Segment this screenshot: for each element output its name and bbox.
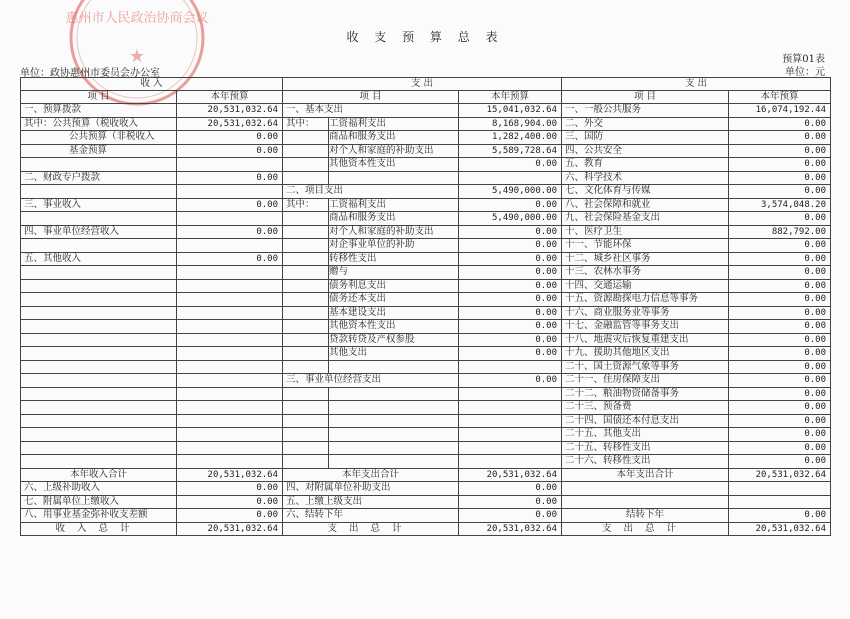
expense-func-budget: 0.00 [729, 252, 831, 266]
expense-func-budget: 0.00 [729, 347, 831, 361]
expense-func-budget: 0.00 [729, 414, 831, 428]
table-row [21, 212, 831, 226]
table-row [21, 333, 831, 347]
expense-func-budget: 16,074,192.44 [729, 104, 831, 118]
expense-item: 其他资本性支出 [329, 158, 459, 172]
grand-expense-func-label: 支出总计 [562, 522, 729, 536]
expense-budget: 0.00 [459, 252, 562, 266]
income-item [21, 306, 177, 320]
expense-item-prefix [283, 360, 329, 374]
table-row [21, 374, 831, 388]
footer-expense-item: 四、对附属单位补助支出 [283, 482, 459, 496]
expense-budget: 8,168,904.00 [459, 117, 562, 131]
expense-item-prefix [283, 347, 329, 361]
income-budget [177, 347, 283, 361]
svg-text:★: ★ [128, 46, 146, 67]
expense-item-prefix: 二、项目支出 [283, 185, 459, 199]
income-item [21, 293, 177, 307]
expense-item-prefix [283, 414, 329, 428]
footer-expense-value: 0.00 [459, 495, 562, 509]
income-budget [177, 320, 283, 334]
income-budget: 20,531,032.64 [177, 117, 283, 131]
expense-func-item: 十八、地震灾后恢复重建支出 [562, 333, 729, 347]
expense-budget: 0.00 [459, 279, 562, 293]
expense-func-item: 九、社会保险基金支出 [562, 212, 729, 226]
income-budget [177, 293, 283, 307]
income-item [21, 333, 177, 347]
grand-total-row [21, 522, 831, 536]
col-budget-header: 本年预算 [177, 91, 283, 104]
income-item [21, 455, 177, 469]
footer-income-value: 0.00 [177, 495, 283, 509]
expense-func-budget: 0.00 [729, 117, 831, 131]
expense-budget [459, 387, 562, 401]
income-item [21, 320, 177, 334]
income-total-label: 本年收入合计 [21, 468, 177, 482]
income-item [21, 239, 177, 253]
expense-total-label: 本年支出合计 [283, 468, 459, 482]
group-header-row [21, 78, 831, 91]
table-row [21, 401, 831, 415]
income-item: 五、其他收入 [21, 252, 177, 266]
expense-func-budget: 0.00 [729, 293, 831, 307]
col-item-header: 项 目 [21, 91, 177, 104]
footer-expense-func-value [729, 482, 831, 496]
expense-func-item: 二十二、粮油物资储备事务 [562, 387, 729, 401]
expense-item-prefix [283, 428, 329, 442]
expense-func-group-header: 支 出 [562, 78, 831, 91]
income-item [21, 401, 177, 415]
table-row [21, 455, 831, 469]
income-item [21, 387, 177, 401]
expense-func-item: 一、一般公共服务 [562, 104, 729, 118]
income-budget: 0.00 [177, 198, 283, 212]
expense-func-item: 五、教育 [562, 158, 729, 172]
income-item [21, 158, 177, 172]
expense-item: 基本建设支出 [329, 306, 459, 320]
expense-budget [459, 455, 562, 469]
table-row [21, 306, 831, 320]
expense-budget: 0.00 [459, 225, 562, 239]
table-row [21, 171, 831, 185]
expense-budget: 0.00 [459, 293, 562, 307]
expense-budget: 0.00 [459, 306, 562, 320]
expense-budget: 0.00 [459, 374, 562, 388]
expense-func-item: 七、文化体育与传媒 [562, 185, 729, 199]
income-budget [177, 441, 283, 455]
expense-budget: 5,490,000.00 [459, 185, 562, 199]
expense-budget: 0.00 [459, 333, 562, 347]
footer-row [21, 495, 831, 509]
expense-func-item: 十三、农林水事务 [562, 266, 729, 280]
expense-total-value: 20,531,032.64 [459, 468, 562, 482]
income-item [21, 374, 177, 388]
form-code: 预算01表 [782, 54, 825, 65]
footer-income-item: 六、上级补助收入 [21, 482, 177, 496]
expense-func-budget: 0.00 [729, 279, 831, 293]
expense-func-item: 二、外交 [562, 117, 729, 131]
expense-func-budget: 0.00 [729, 428, 831, 442]
col-item-header: 项 目 [562, 91, 729, 104]
expense-budget: 15,041,032.64 [459, 104, 562, 118]
income-budget [177, 387, 283, 401]
expense-item [329, 455, 459, 469]
table-row [21, 320, 831, 334]
footer-expense-item: 五、上缴上级支出 [283, 495, 459, 509]
expense-budget: 5,589,728.64 [459, 144, 562, 158]
expense-func-item: 六、科学技术 [562, 171, 729, 185]
expense-func-budget: 882,792.00 [729, 225, 831, 239]
footer-row [21, 509, 831, 523]
income-budget [177, 374, 283, 388]
footer-row [21, 482, 831, 496]
income-item: 三、事业收入 [21, 198, 177, 212]
income-item: 一、预算拨款 [21, 104, 177, 118]
expense-item [329, 171, 459, 185]
expense-func-budget: 0.00 [729, 239, 831, 253]
income-budget [177, 279, 283, 293]
expense-item-prefix: 其中： [283, 198, 329, 212]
table-row [21, 387, 831, 401]
income-budget [177, 266, 283, 280]
expense-budget [459, 441, 562, 455]
expense-item-prefix [283, 158, 329, 172]
expense-item: 债务利息支出 [329, 279, 459, 293]
income-item [21, 185, 177, 199]
expense-func-budget: 0.00 [729, 158, 831, 172]
expense-func-item: 十七、金融监管等事务支出 [562, 320, 729, 334]
expense-item-prefix [283, 455, 329, 469]
expense-item: 工资福利支出 [329, 198, 459, 212]
expense-func-item: 四、公共安全 [562, 144, 729, 158]
expense-item-prefix [283, 131, 329, 145]
expense-item-prefix [283, 171, 329, 185]
expense-item-prefix [283, 306, 329, 320]
expense-item: 转移性支出 [329, 252, 459, 266]
expense-group-header: 支 出 [283, 78, 562, 91]
expense-item-prefix [283, 252, 329, 266]
expense-func-budget: 0.00 [729, 441, 831, 455]
income-budget: 0.00 [177, 225, 283, 239]
table-row [21, 198, 831, 212]
expense-item-prefix [283, 401, 329, 415]
income-budget [177, 333, 283, 347]
expense-func-budget: 3,574,048.20 [729, 198, 831, 212]
expense-item-prefix: 其中： [283, 117, 329, 131]
income-item [21, 347, 177, 361]
expense-item [329, 414, 459, 428]
expense-func-item: 二十五、其他支出 [562, 428, 729, 442]
income-item [21, 441, 177, 455]
column-header-row [21, 91, 831, 104]
expense-item: 商品和服务支出 [329, 212, 459, 226]
expense-func-item: 八、社会保障和就业 [562, 198, 729, 212]
expense-item-prefix: 一、基本支出 [283, 104, 459, 118]
expense-func-item: 十、医疗卫生 [562, 225, 729, 239]
reporting-unit: 单位：政协惠州市委员会办公室 [20, 68, 160, 79]
income-item [21, 266, 177, 280]
expense-func-item: 十二、城乡社区事务 [562, 252, 729, 266]
col-item-header: 项 目 [283, 91, 459, 104]
expense-item [329, 401, 459, 415]
income-item [21, 360, 177, 374]
expense-item-prefix [283, 225, 329, 239]
income-budget: 0.00 [177, 171, 283, 185]
table-row [21, 185, 831, 199]
expense-budget [459, 401, 562, 415]
expense-budget: 0.00 [459, 320, 562, 334]
grand-expense-func-value: 20,531,032.64 [729, 522, 831, 536]
svg-text:惠州市人民政治协商会议: 惠州市人民政治协商会议 [65, 11, 209, 26]
expense-item: 贷款转贷及产权参股 [329, 333, 459, 347]
expense-func-item: 三、国防 [562, 131, 729, 145]
expense-item: 赠与 [329, 266, 459, 280]
expense-item-prefix [283, 333, 329, 347]
expense-item: 商品和服务支出 [329, 131, 459, 145]
income-budget [177, 428, 283, 442]
total-row [21, 468, 831, 482]
expense-item: 债务还本支出 [329, 293, 459, 307]
expense-func-item: 二十五、转移性支出 [562, 441, 729, 455]
expense-item: 工资福利支出 [329, 117, 459, 131]
table-row [21, 239, 831, 253]
currency-unit: 单位：元 [785, 67, 825, 78]
expense-func-item: 二十六、转移性支出 [562, 455, 729, 469]
table-row [21, 144, 831, 158]
expense-func-item: 十六、商业服务业等事务 [562, 306, 729, 320]
footer-expense-value: 0.00 [459, 509, 562, 523]
expense-func-total-label: 本年支出合计 [562, 468, 729, 482]
expense-item: 对企事业单位的补助 [329, 239, 459, 253]
income-budget [177, 455, 283, 469]
expense-budget: 1,282,400.00 [459, 131, 562, 145]
expense-func-budget: 0.00 [729, 144, 831, 158]
table-row [21, 414, 831, 428]
income-budget [177, 212, 283, 226]
expense-func-budget: 0.00 [729, 374, 831, 388]
footer-expense-func-item: 结转下年 [562, 509, 729, 523]
expense-item-prefix [283, 387, 329, 401]
expense-item: 对个人和家庭的补助支出 [329, 144, 459, 158]
income-item: 基金预算 [21, 144, 177, 158]
expense-budget: 0.00 [459, 198, 562, 212]
expense-func-item: 二十一、住房保障支出 [562, 374, 729, 388]
table-row [21, 428, 831, 442]
footer-expense-item: 六、结转下年 [283, 509, 459, 523]
expense-budget [459, 414, 562, 428]
expense-func-budget: 0.00 [729, 212, 831, 226]
footer-expense-func-item [562, 482, 729, 496]
expense-item-prefix [283, 293, 329, 307]
expense-item-prefix [283, 279, 329, 293]
table-row [21, 225, 831, 239]
expense-item-prefix [283, 320, 329, 334]
table-row [21, 360, 831, 374]
expense-func-budget: 0.00 [729, 131, 831, 145]
expense-func-budget: 0.00 [729, 320, 831, 334]
income-budget [177, 239, 283, 253]
expense-budget: 0.00 [459, 266, 562, 280]
page-title: 收 支 预 算 总 表 [346, 30, 504, 44]
expense-budget [459, 171, 562, 185]
expense-func-total-value: 20,531,032.64 [729, 468, 831, 482]
expense-item-prefix [283, 266, 329, 280]
table-row [21, 293, 831, 307]
footer-income-item: 八、用事业基金弥补收支差额 [21, 509, 177, 523]
table-row [21, 117, 831, 131]
expense-item: 其他支出 [329, 347, 459, 361]
grand-expense-label: 支出总计 [283, 522, 459, 536]
footer-expense-func-item [562, 495, 729, 509]
income-item: 四、事业单位经营收入 [21, 225, 177, 239]
table-row [21, 279, 831, 293]
expense-func-budget: 0.00 [729, 171, 831, 185]
expense-func-budget: 0.00 [729, 455, 831, 469]
table-row [21, 104, 831, 118]
expense-func-budget: 0.00 [729, 185, 831, 199]
expense-item-prefix [283, 441, 329, 455]
budget-table [20, 77, 831, 536]
income-item [21, 279, 177, 293]
expense-func-budget: 0.00 [729, 306, 831, 320]
expense-func-budget: 0.00 [729, 360, 831, 374]
expense-item-prefix [283, 144, 329, 158]
expense-item [329, 428, 459, 442]
table-row [21, 158, 831, 172]
expense-func-item: 十一、节能环保 [562, 239, 729, 253]
income-budget [177, 360, 283, 374]
income-item: 其中：公共预算（税收收入 [21, 117, 177, 131]
income-item: 二、财政专户拨款 [21, 171, 177, 185]
table-row [21, 252, 831, 266]
footer-income-item: 七、附属单位上缴收入 [21, 495, 177, 509]
expense-func-item: 二十、国土资源气象等事务 [562, 360, 729, 374]
grand-income-label: 收入总计 [21, 522, 177, 536]
grand-income-value: 20,531,032.64 [177, 522, 283, 536]
income-budget: 0.00 [177, 252, 283, 266]
income-item [21, 414, 177, 428]
footer-expense-value: 0.00 [459, 482, 562, 496]
table-row [21, 441, 831, 455]
expense-item: 其他资本性支出 [329, 320, 459, 334]
expense-func-budget: 0.00 [729, 333, 831, 347]
expense-budget: 5,490,000.00 [459, 212, 562, 226]
income-budget: 0.00 [177, 131, 283, 145]
footer-income-value: 0.00 [177, 482, 283, 496]
expense-budget: 0.00 [459, 347, 562, 361]
expense-budget [459, 428, 562, 442]
expense-budget: 0.00 [459, 239, 562, 253]
col-budget-header: 本年预算 [459, 91, 562, 104]
income-item: 公共预算（非税收入 [21, 131, 177, 145]
footer-income-value: 0.00 [177, 509, 283, 523]
footer-expense-func-value [729, 495, 831, 509]
expense-func-item: 十五、资源勘探电力信息等事务 [562, 293, 729, 307]
expense-item-prefix: 三、事业单位经营支出 [283, 374, 459, 388]
income-budget [177, 185, 283, 199]
table-row [21, 131, 831, 145]
expense-item [329, 387, 459, 401]
income-budget [177, 414, 283, 428]
expense-func-item: 二十四、国债还本付息支出 [562, 414, 729, 428]
income-budget [177, 401, 283, 415]
col-budget-header: 本年预算 [729, 91, 831, 104]
expense-func-item: 十四、交通运输 [562, 279, 729, 293]
expense-func-item: 十九、援助其他地区支出 [562, 347, 729, 361]
income-item [21, 212, 177, 226]
income-budget: 0.00 [177, 144, 283, 158]
expense-item: 对个人和家庭的补助支出 [329, 225, 459, 239]
expense-item-prefix [283, 212, 329, 226]
grand-expense-value: 20,531,032.64 [459, 522, 562, 536]
expense-budget: 0.00 [459, 158, 562, 172]
table-row [21, 266, 831, 280]
income-budget: 20,531,032.64 [177, 104, 283, 118]
expense-item [329, 360, 459, 374]
income-total-value: 20,531,032.64 [177, 468, 283, 482]
expense-budget [459, 360, 562, 374]
expense-func-budget: 0.00 [729, 266, 831, 280]
expense-func-item: 二十三、预备费 [562, 401, 729, 415]
expense-func-budget: 0.00 [729, 401, 831, 415]
expense-func-budget: 0.00 [729, 387, 831, 401]
income-group-header: 收 入 [21, 78, 283, 91]
table-row [21, 347, 831, 361]
income-budget [177, 158, 283, 172]
footer-expense-func-value: 0.00 [729, 509, 831, 523]
expense-item [329, 441, 459, 455]
income-budget [177, 306, 283, 320]
expense-item-prefix [283, 239, 329, 253]
income-item [21, 428, 177, 442]
